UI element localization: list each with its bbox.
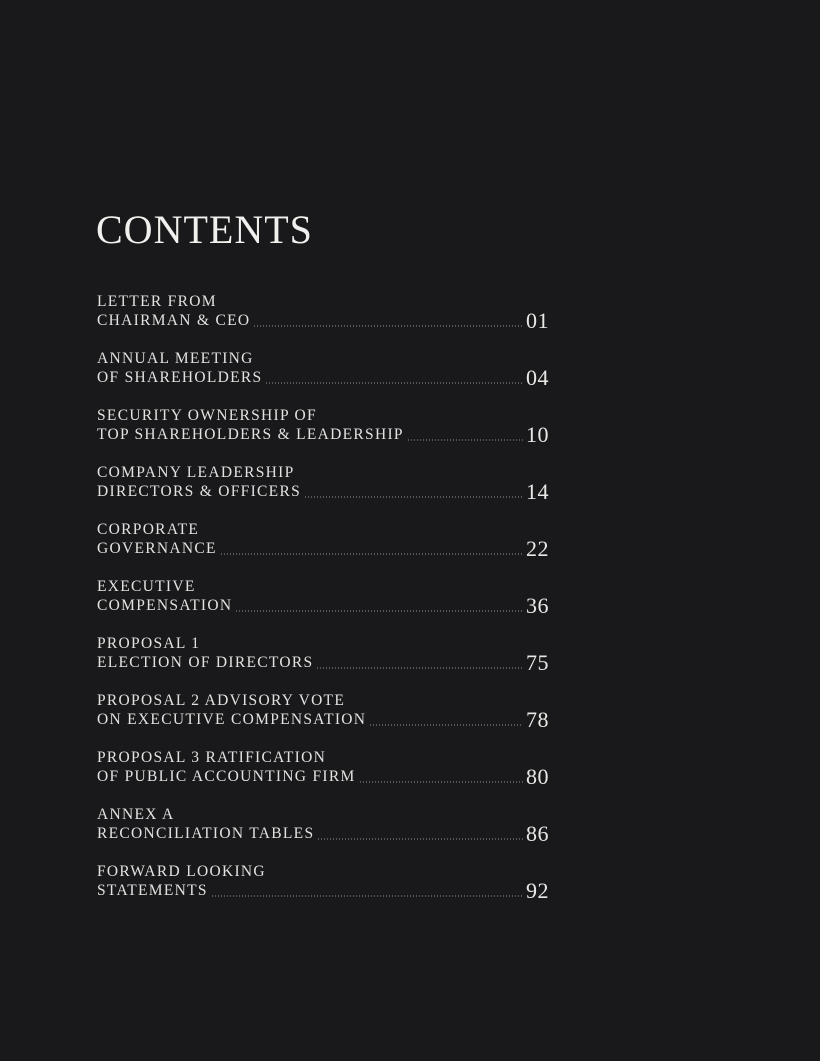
table-of-contents — [97, 292, 549, 919]
dot-leader — [359, 781, 523, 783]
toc-entry-line1: ANNEX A — [97, 806, 175, 823]
dot-leader — [235, 610, 523, 612]
toc-entry-line1: PROPOSAL 3 RATIFICATION — [97, 749, 327, 766]
toc-entry-line2: GOVERNANCE — [97, 540, 217, 557]
toc-entry-line2: RECONCILIATION TABLES — [97, 825, 315, 842]
toc-entry-line1: ANNUAL MEETING — [97, 350, 254, 367]
toc-entry-executive-compensation[interactable] — [97, 577, 549, 634]
toc-page-number: 92 — [526, 878, 549, 903]
toc-entry-row — [97, 650, 549, 675]
toc-entry-line1: COMPANY LEADERSHIP — [97, 464, 295, 481]
toc-entry-proposal-1[interactable] — [97, 634, 549, 691]
toc-page-number: 22 — [526, 536, 549, 561]
toc-entry-annual-meeting[interactable] — [97, 349, 549, 406]
page-title: CONTENTS — [96, 207, 313, 252]
toc-page-number: 80 — [526, 764, 549, 789]
dot-leader — [211, 895, 523, 897]
toc-entry-row — [97, 878, 549, 903]
toc-entry-row — [97, 479, 549, 504]
toc-entry-line1: PROPOSAL 2 ADVISORY VOTE — [97, 692, 346, 709]
toc-entry-security-ownership[interactable] — [97, 406, 549, 463]
dot-leader — [317, 838, 523, 840]
toc-entry-row — [97, 422, 549, 447]
toc-entry-line2: TOP SHAREHOLDERS & LEADERSHIP — [97, 426, 404, 443]
toc-page-number: 78 — [526, 707, 549, 732]
toc-entry-line1: EXECUTIVE — [97, 578, 196, 595]
toc-entry-letter-from-chairman[interactable] — [97, 292, 549, 349]
toc-entry-row — [97, 707, 549, 732]
toc-page-number: 04 — [526, 365, 549, 390]
toc-entry-line1: LETTER FROM — [97, 293, 217, 310]
toc-entry-row — [97, 308, 549, 333]
toc-entry-proposal-3[interactable] — [97, 748, 549, 805]
toc-entry-line2: STATEMENTS — [97, 882, 208, 899]
toc-entry-line2: DIRECTORS & OFFICERS — [97, 483, 302, 500]
toc-page-number: 10 — [526, 422, 549, 447]
dot-leader — [220, 553, 523, 555]
toc-page-number: 14 — [526, 479, 549, 504]
dot-leader — [369, 724, 523, 726]
toc-entry-row — [97, 593, 549, 618]
toc-entry-corporate-governance[interactable] — [97, 520, 549, 577]
toc-entry-line2: OF SHAREHOLDERS — [97, 369, 263, 386]
dot-leader — [407, 439, 523, 441]
toc-entry-line2: COMPENSATION — [97, 597, 233, 614]
toc-entry-proposal-2[interactable] — [97, 691, 549, 748]
toc-page-number: 01 — [526, 308, 549, 333]
toc-page-number: 75 — [526, 650, 549, 675]
toc-page-number: 36 — [526, 593, 549, 618]
toc-entry-annex-a[interactable] — [97, 805, 549, 862]
toc-entry-line1: SECURITY OWNERSHIP OF — [97, 407, 317, 424]
toc-entry-forward-looking[interactable] — [97, 862, 549, 919]
toc-entry-line1: FORWARD LOOKING — [97, 863, 266, 880]
toc-entry-row — [97, 536, 549, 561]
toc-entry-line1: CORPORATE — [97, 521, 200, 538]
dot-leader — [304, 496, 523, 498]
toc-entry-line2: OF PUBLIC ACCOUNTING FIRM — [97, 768, 356, 785]
dot-leader — [253, 325, 523, 327]
toc-entry-row — [97, 821, 549, 846]
toc-entry-line2: CHAIRMAN & CEO — [97, 312, 251, 329]
toc-entry-line2: ON EXECUTIVE COMPENSATION — [97, 711, 367, 728]
toc-entry-company-leadership[interactable] — [97, 463, 549, 520]
toc-entry-row — [97, 365, 549, 390]
toc-entry-row — [97, 764, 549, 789]
dot-leader — [265, 382, 523, 384]
toc-entry-line1: PROPOSAL 1 — [97, 635, 201, 652]
toc-entry-line2: ELECTION OF DIRECTORS — [97, 654, 314, 671]
toc-page-number: 86 — [526, 821, 549, 846]
dot-leader — [316, 667, 523, 669]
